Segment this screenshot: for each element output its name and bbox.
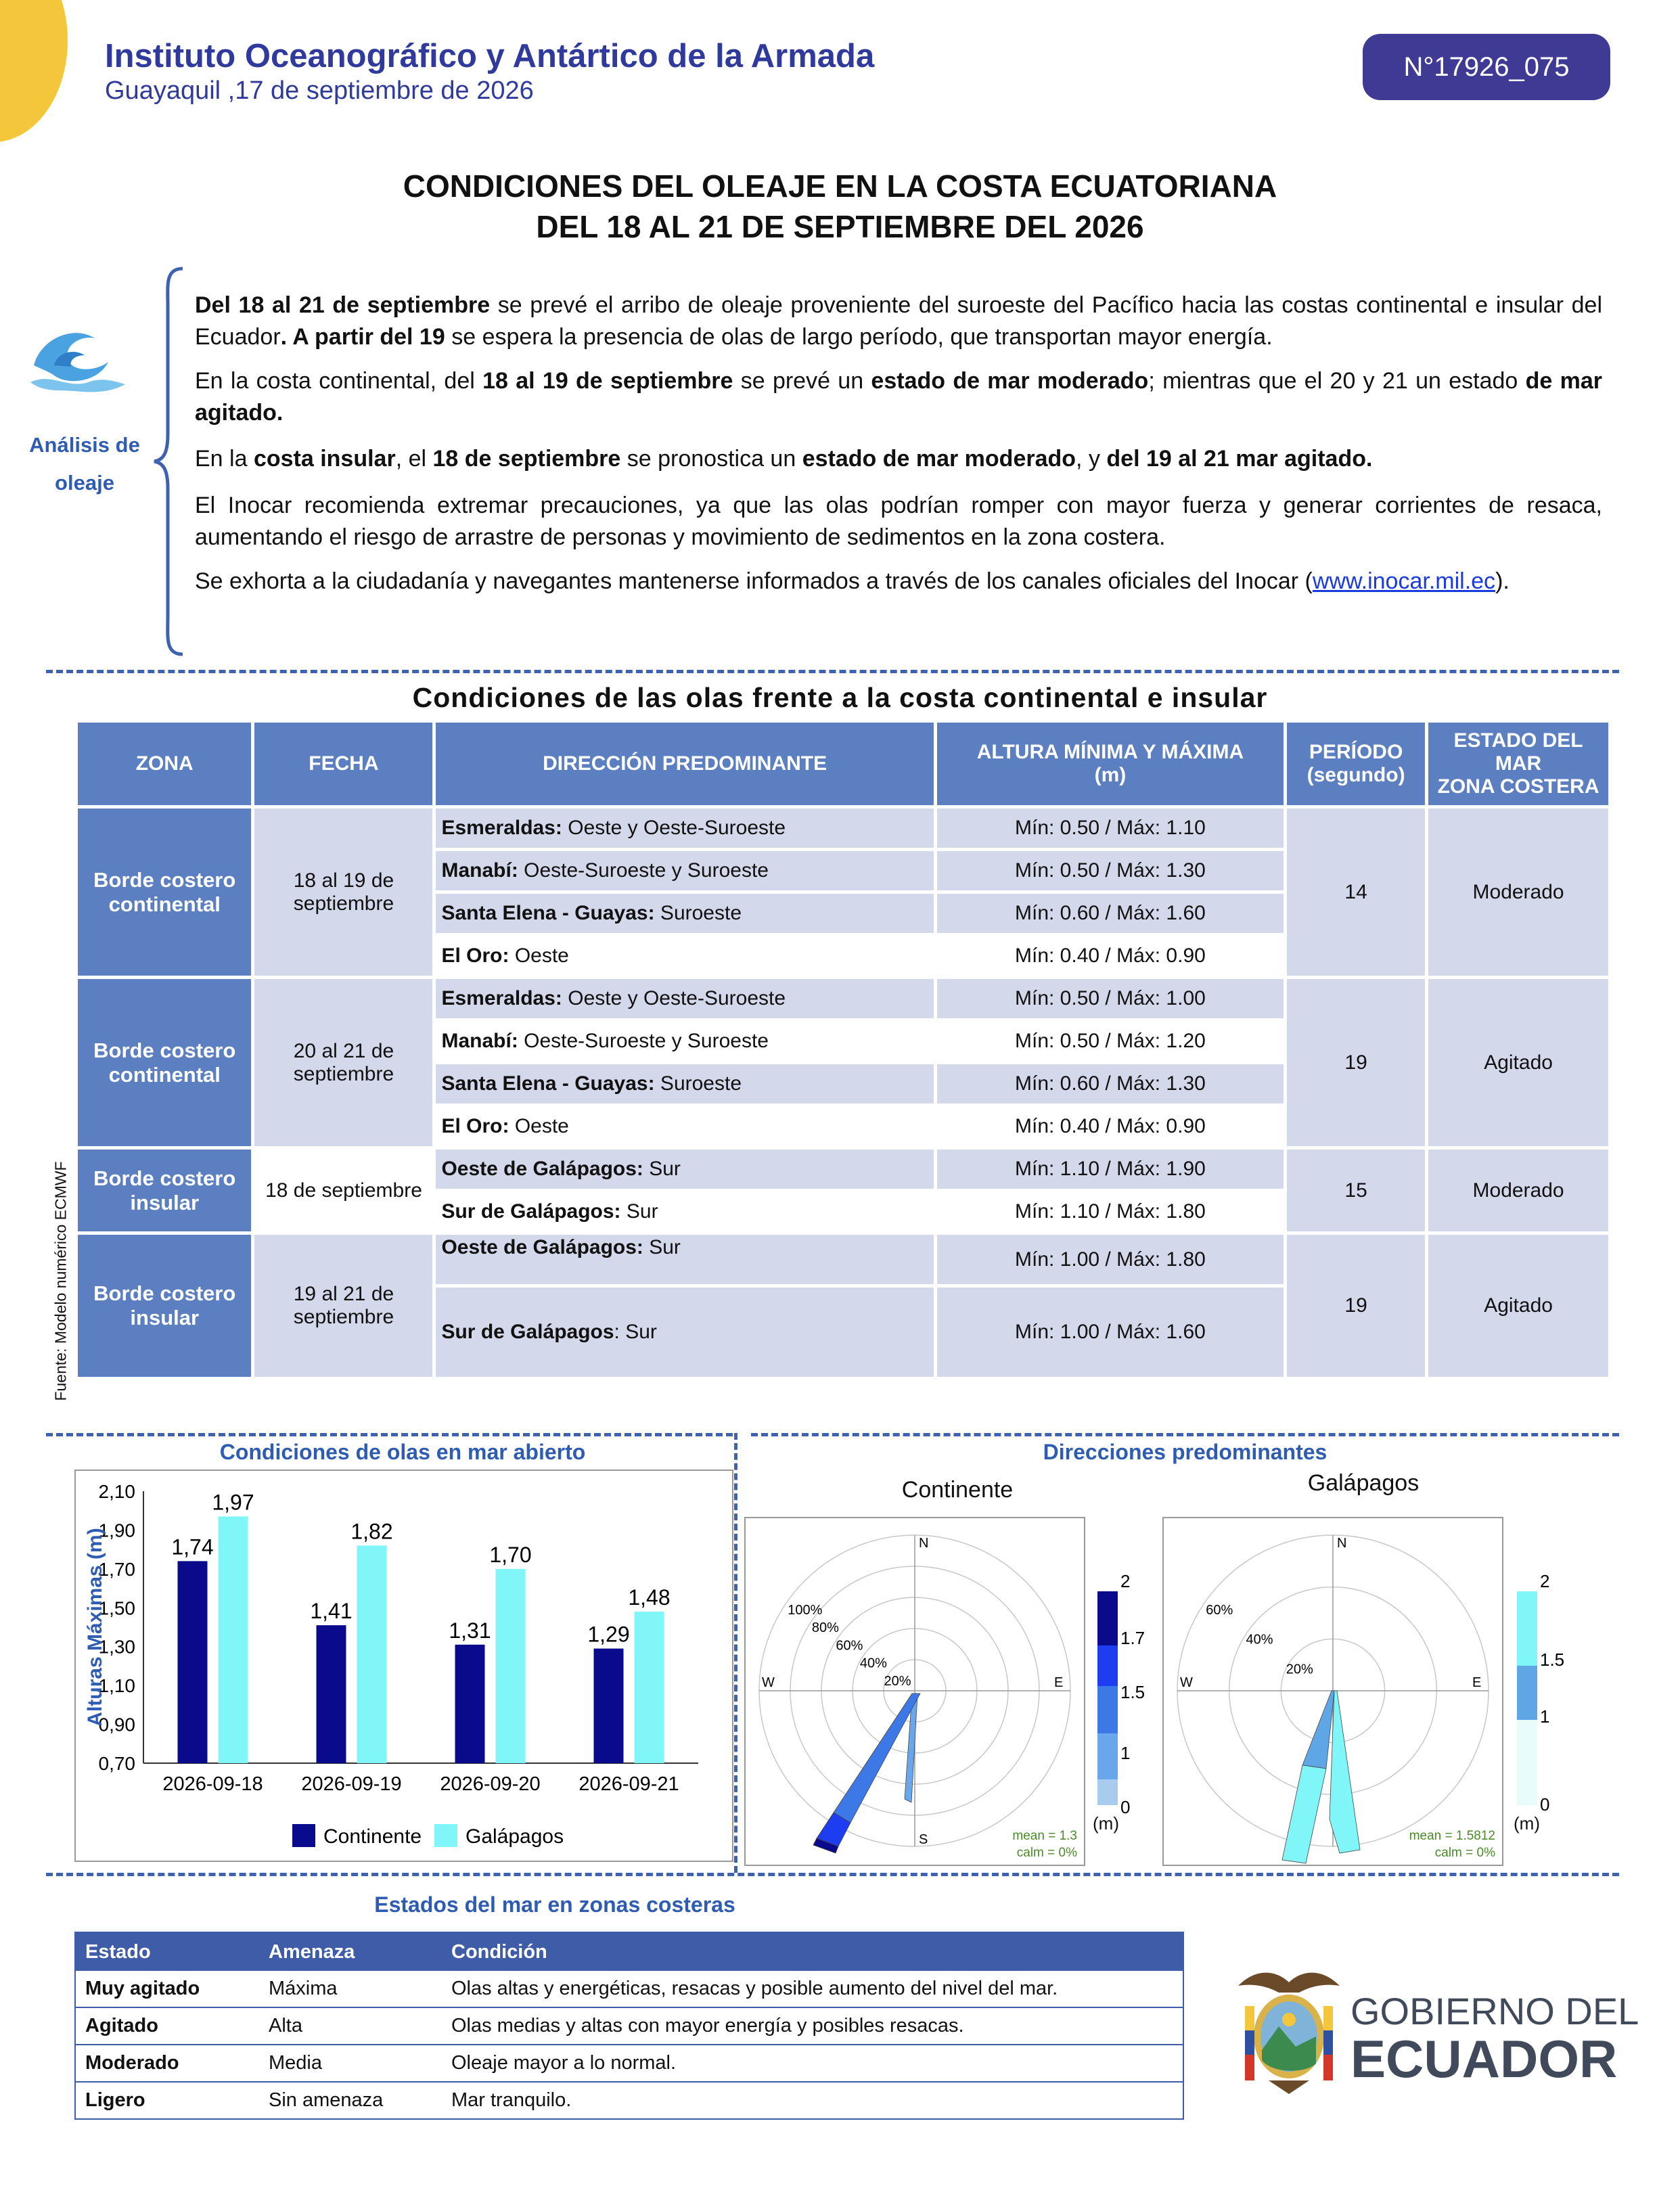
place-date: Guayaquil ,17 de septiembre de 2026	[105, 76, 534, 105]
bar-chart	[76, 1471, 732, 1861]
data-label: 1,41	[310, 1599, 353, 1624]
rose-continente-title: Continente	[901, 1477, 1014, 1503]
scale-label: 0	[1540, 1794, 1550, 1815]
coat-of-arms-icon	[1231, 1959, 1346, 2101]
rose-petal	[1330, 1691, 1360, 1853]
scale-segment	[1517, 1720, 1537, 1805]
period-cell: 19	[1287, 979, 1425, 1146]
analysis-paragraph-5: Se exhorta a la ciudadanía y navegantes mantenerse informados a través de los canales oficiales del Inocar (www.inocar.mil.ec).	[195, 568, 1509, 594]
rose-galapagos-frame	[1162, 1517, 1503, 1866]
rose-west-label: W	[1180, 1675, 1193, 1690]
table-title: Condiciones de las olas frente a la costa continental e insular	[412, 682, 1268, 713]
rose-north-label: N	[1337, 1536, 1347, 1551]
legend-swatch	[292, 1824, 315, 1847]
legend-swatch	[434, 1824, 457, 1847]
rose-continente-frame	[744, 1517, 1085, 1866]
scale-label: 1.5	[1120, 1682, 1145, 1702]
rose-ring-label: 40%	[1246, 1632, 1273, 1647]
rose-ring-label: 20%	[884, 1673, 911, 1689]
bar-continente	[317, 1625, 346, 1763]
rose-ring-label: 60%	[836, 1638, 863, 1654]
rose-galapagos-unit: (m)	[1514, 1813, 1540, 1834]
scale-segment	[1097, 1591, 1118, 1645]
scale-label: 1	[1120, 1743, 1131, 1763]
data-label: 1,70	[489, 1542, 532, 1567]
table-row	[78, 809, 1608, 848]
scale-segment	[1097, 1686, 1118, 1733]
bar-continente	[455, 1645, 485, 1763]
height-cell: Mín: 0.50 / Máx: 1.00	[937, 979, 1284, 1018]
state-cell: Agitado	[1428, 1235, 1608, 1377]
rose-mean-label: mean = 1.5812	[1409, 1829, 1495, 1843]
header-direccion: DIRECCIÓN PREDOMINANTE	[436, 723, 933, 805]
y-tick-label: 0,70	[98, 1753, 135, 1774]
height-cell: Mín: 0.60 / Máx: 1.30	[937, 1064, 1284, 1104]
height-cell: Mín: 0.40 / Máx: 0.90	[937, 936, 1284, 976]
scale-label: 2	[1120, 1571, 1131, 1591]
section-divider	[751, 1433, 1619, 1436]
height-cell: Mín: 1.10 / Máx: 1.90	[937, 1150, 1284, 1189]
rose-galapagos	[1164, 1518, 1502, 1865]
states-header-condicion: Condición	[442, 1932, 1183, 1971]
direction-cell: Santa Elena - Guayas: Suroeste	[436, 894, 933, 933]
zone-cell: Borde costero insular	[78, 1150, 251, 1231]
sun-decoration	[0, 0, 68, 142]
height-cell: Mín: 1.00 / Máx: 1.80	[937, 1235, 1284, 1284]
period-cell: 14	[1287, 809, 1425, 976]
analysis-paragraph-2: En la costa continental, del 18 al 19 de septiembre se prevé un estado de mar moderado; mientras que el 20 y 21 un estado de mar agitado.	[195, 368, 1602, 426]
direction-cell: Esmeraldas: Oeste y Oeste-Suroeste	[436, 809, 933, 848]
header-fecha: FECHA	[254, 723, 432, 805]
rose-ring-label: 20%	[1286, 1662, 1313, 1677]
bar-continente	[594, 1649, 624, 1763]
direction-cell: Oeste de Galápagos: Sur	[436, 1235, 933, 1284]
scale-segment	[1517, 1666, 1537, 1720]
header-estado: ESTADO DEL MAR ZONA COSTERA	[1428, 723, 1608, 805]
date-cell: 20 al 21 de septiembre	[254, 979, 432, 1146]
height-cell: Mín: 1.00 / Máx: 1.60	[937, 1288, 1284, 1377]
direction-cell: Santa Elena - Guayas: Suroeste	[436, 1064, 933, 1104]
rose-galapagos-scale	[1516, 1570, 1570, 1815]
height-cell: Mín: 1.10 / Máx: 1.80	[937, 1192, 1284, 1231]
y-axis-label: Alturas Máximas (m)	[84, 1528, 106, 1727]
date-cell: 18 de septiembre	[254, 1150, 432, 1231]
state-cell: Moderado	[1428, 1150, 1608, 1231]
rose-north-label: N	[919, 1536, 929, 1551]
y-tick-label: 1,10	[98, 1675, 135, 1697]
rose-ring-label: 60%	[1206, 1602, 1233, 1618]
date-cell: 19 al 21 de septiembre	[254, 1235, 432, 1377]
table-row	[78, 1235, 1608, 1284]
date-cell: 18 al 19 de septiembre	[254, 809, 432, 976]
direction-cell: Sur de Galápagos: Sur	[436, 1288, 933, 1377]
legend-label: Continente	[323, 1825, 422, 1848]
states-title: Estados del mar en zonas costeras	[374, 1892, 735, 1917]
bulletin-number-badge: N°17926_075	[1363, 34, 1610, 100]
scale-segment	[1097, 1779, 1118, 1805]
institution-name: Instituto Oceanográfico y Antártico de la Armada	[105, 38, 875, 74]
rose-south-label: S	[919, 1832, 928, 1847]
bar-chart-frame	[74, 1470, 733, 1862]
rose-galapagos-title: Galápagos	[1307, 1470, 1420, 1496]
rose-west-label: W	[762, 1675, 775, 1690]
table-row: Agitado Alta Olas medias y altas con mayor energía y posibles resacas.	[75, 2007, 1183, 2045]
height-cell: Mín: 0.50 / Máx: 1.20	[937, 1022, 1284, 1061]
data-source-note: Fuente: Modelo numérico ECMWF	[51, 1161, 70, 1401]
period-cell: 15	[1287, 1150, 1425, 1231]
table-header-row	[78, 723, 1608, 805]
height-cell: Mín: 0.40 / Máx: 0.90	[937, 1107, 1284, 1146]
title-line-2: DEL 18 AL 21 DE SEPTIEMBRE DEL 2026	[536, 209, 1144, 244]
y-tick-label: 1,70	[98, 1558, 135, 1580]
data-label: 1,97	[212, 1490, 254, 1515]
bar-galápagos	[357, 1545, 387, 1763]
analysis-label: Análisis de oleaje	[29, 433, 140, 495]
direction-cell: Esmeraldas: Oeste y Oeste-Suroeste	[436, 979, 933, 1018]
brace-icon	[150, 265, 191, 658]
table-row: Moderado Media Oleaje mayor a lo normal.	[75, 2045, 1183, 2082]
rose-continente-unit: (m)	[1093, 1813, 1119, 1834]
bar-galápagos	[219, 1516, 248, 1763]
scale-label: 0	[1120, 1797, 1131, 1817]
rose-east-label: E	[1472, 1675, 1482, 1690]
data-label: 1,29	[587, 1622, 630, 1647]
height-cell: Mín: 0.50 / Máx: 1.10	[937, 809, 1284, 848]
conditions-table	[74, 719, 1612, 1380]
data-label: 1,48	[628, 1585, 671, 1610]
section-divider	[46, 1873, 1619, 1876]
height-cell: Mín: 0.60 / Máx: 1.60	[937, 894, 1284, 933]
data-label: 1,74	[171, 1534, 214, 1560]
page-title	[0, 166, 1680, 247]
legend-label: Galápagos	[466, 1825, 564, 1848]
period-cell: 19	[1287, 1235, 1425, 1377]
data-label: 1,31	[449, 1618, 491, 1643]
wave-icon	[27, 318, 129, 399]
rose-ring-label: 40%	[859, 1656, 887, 1671]
rose-continente	[746, 1518, 1084, 1865]
header-altura: ALTURA MÍNIMA Y MÁXIMA (m)	[937, 723, 1284, 805]
rose-east-label: E	[1054, 1675, 1064, 1690]
zone-cell: Borde costero insular	[78, 1235, 251, 1377]
rose-calm-label: calm = 0%	[1434, 1846, 1495, 1860]
direction-cell: Sur de Galápagos: Sur	[436, 1192, 933, 1231]
rose-petal	[834, 1693, 920, 1823]
rose-ring-label: 100%	[788, 1602, 823, 1618]
rose-calm-label: calm = 0%	[1016, 1846, 1077, 1860]
rose-petal	[1302, 1691, 1334, 1769]
direction-cell: El Oro: Oeste	[436, 1107, 933, 1146]
table-row: Muy agitado Máxima Olas altas y energéticas, resacas y posible aumento del nivel del mar.	[75, 1971, 1183, 2007]
y-tick-label: 1,30	[98, 1636, 135, 1658]
section-divider	[734, 1433, 737, 1873]
analysis-paragraph-1: Del 18 al 21 de septiembre se prevé el arribo de oleaje proveniente del suroeste del Pacífico hacia las costas continental e insular del Ecuador. A partir del 19 se espera la presencia de olas de largo período, que transportan mayor energía.	[195, 292, 1603, 350]
states-header-amenaza: Amenaza	[259, 1932, 442, 1971]
x-tick-label: 2026-09-19	[301, 1773, 402, 1795]
section-divider	[46, 1433, 733, 1436]
inocar-link[interactable]: www.inocar.mil.ec	[1312, 568, 1496, 594]
zone-cell: Borde costero continental	[78, 809, 251, 976]
header-periodo: PERÍODO (segundo)	[1287, 723, 1425, 805]
y-tick-label: 2,10	[98, 1481, 135, 1502]
roses-section-title: Direcciones predominantes	[1043, 1440, 1327, 1464]
states-table	[74, 1932, 1184, 2120]
y-tick-label: 0,90	[98, 1714, 135, 1735]
y-tick-label: 1,90	[98, 1520, 135, 1541]
rose-mean-label: mean = 1.3	[1012, 1829, 1077, 1843]
bar-chart-title: Condiciones de olas en mar abierto	[219, 1440, 586, 1464]
scale-segment	[1097, 1645, 1118, 1686]
title-line-1: CONDICIONES DEL OLEAJE EN LA COSTA ECUATORIANA	[403, 168, 1277, 204]
x-tick-label: 2026-09-18	[162, 1773, 263, 1795]
header-zona: ZONA	[78, 723, 251, 805]
state-cell: Moderado	[1428, 809, 1608, 976]
table-row	[78, 979, 1608, 1018]
y-tick-label: 1,50	[98, 1597, 135, 1619]
scale-label: 1.7	[1120, 1628, 1145, 1648]
bar-continente	[178, 1561, 208, 1763]
states-header-estado: Estado	[75, 1932, 259, 1971]
bar-galápagos	[635, 1612, 664, 1763]
direction-cell: Manabí: Oeste-Suroeste y Suroeste	[436, 851, 933, 890]
x-tick-label: 2026-09-20	[440, 1773, 541, 1795]
rose-petal	[1282, 1765, 1326, 1863]
data-label: 1,82	[350, 1519, 393, 1544]
analysis-paragraph-4: El Inocar recomienda extremar precauciones, ya que las olas podrían romper con mayor fuerza y generar corrientes de resaca, aumentando el riesgo de arrastre de personas y movimiento de sedimentos en la zona costera.	[195, 493, 1602, 550]
rose-continente-scale	[1096, 1570, 1150, 1817]
scale-label: 1.5	[1540, 1649, 1565, 1670]
analysis-paragraph-3: En la costa insular, el 18 de septiembre se pronostica un estado de mar moderado, y del 19 al 21 mar agitado.	[195, 446, 1373, 472]
direction-cell: Oeste de Galápagos: Sur	[436, 1150, 933, 1189]
zone-cell: Borde costero continental	[78, 979, 251, 1146]
table-row	[78, 1150, 1608, 1189]
scale-segment	[1517, 1591, 1537, 1666]
logo-line-1: GOBIERNO DEL	[1350, 1990, 1639, 2032]
rose-ring-label: 80%	[811, 1620, 839, 1636]
direction-cell: Manabí: Oeste-Suroeste y Suroeste	[436, 1022, 933, 1061]
section-divider	[46, 670, 1619, 673]
scale-label: 1	[1540, 1706, 1550, 1727]
scale-segment	[1097, 1733, 1118, 1779]
states-header-row	[75, 1932, 1183, 1971]
bar-galápagos	[496, 1569, 526, 1763]
state-cell: Agitado	[1428, 979, 1608, 1146]
logo-line-2: ECUADOR	[1350, 2029, 1618, 2089]
direction-cell: El Oro: Oeste	[436, 936, 933, 976]
x-tick-label: 2026-09-21	[578, 1773, 679, 1795]
height-cell: Mín: 0.50 / Máx: 1.30	[937, 851, 1284, 890]
table-row: Ligero Sin amenaza Mar tranquilo.	[75, 2082, 1183, 2119]
scale-label: 2	[1540, 1571, 1550, 1591]
